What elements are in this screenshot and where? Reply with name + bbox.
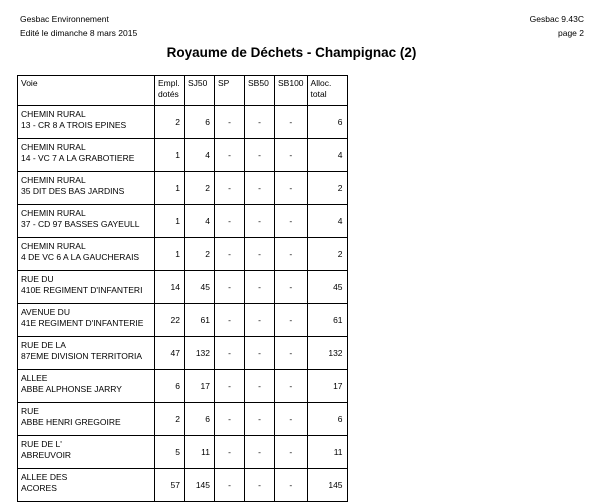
cell-voie: RUE DU 410E REGIMENT D'INFANTERI: [18, 271, 155, 304]
cell-empl: 22: [155, 304, 185, 337]
table-row: [18, 172, 348, 205]
cell-sb100: -: [275, 469, 308, 502]
cell-sb50: -: [245, 370, 275, 403]
cell-sb100: -: [275, 106, 308, 139]
table-row: [18, 139, 348, 172]
table-row: [18, 370, 348, 403]
column-header-sp: SP: [215, 76, 245, 106]
cell-sb100: -: [275, 436, 308, 469]
cell-empl: 2: [155, 403, 185, 436]
cell-sb50: -: [245, 271, 275, 304]
cell-sb50: -: [245, 304, 275, 337]
cell-sb100: -: [275, 271, 308, 304]
cell-sb100: -: [275, 370, 308, 403]
cell-sb50: -: [245, 436, 275, 469]
cell-sb100: -: [275, 403, 308, 436]
allocation-table: [17, 75, 348, 502]
cell-sj50: 2: [185, 238, 215, 271]
table-row: [18, 238, 348, 271]
cell-total: 6: [307, 106, 347, 139]
cell-total: 2: [307, 238, 347, 271]
cell-sp: -: [215, 238, 245, 271]
app-name: Gesbac Environnement: [20, 14, 109, 24]
column-header-sb50: SB50: [245, 76, 275, 106]
cell-sj50: 4: [185, 139, 215, 172]
cell-voie: CHEMIN RURAL 13 - CR 8 A TROIS EPINES: [18, 106, 155, 139]
cell-sp: -: [215, 172, 245, 205]
cell-voie: CHEMIN RURAL 37 - CD 97 BASSES GAYEULL: [18, 205, 155, 238]
cell-total: 132: [307, 337, 347, 370]
table-body: [18, 106, 348, 502]
cell-voie: RUE ABBE HENRI GREGOIRE: [18, 403, 155, 436]
table-row: [18, 403, 348, 436]
page-title: Royaume de Déchets - Champignac (2): [166, 45, 417, 60]
cell-sj50: 17: [185, 370, 215, 403]
cell-empl: 6: [155, 370, 185, 403]
cell-sj50: 132: [185, 337, 215, 370]
cell-sb50: -: [245, 469, 275, 502]
cell-total: 4: [307, 205, 347, 238]
cell-sj50: 4: [185, 205, 215, 238]
table-row: [18, 337, 348, 370]
cell-total: 17: [307, 370, 347, 403]
table-row: [18, 469, 348, 502]
cell-voie: CHEMIN RURAL 35 DIT DES BAS JARDINS: [18, 172, 155, 205]
cell-sp: -: [215, 469, 245, 502]
cell-sb50: -: [245, 403, 275, 436]
cell-sj50: 11: [185, 436, 215, 469]
cell-sb50: -: [245, 205, 275, 238]
cell-sp: -: [215, 370, 245, 403]
table-header-row: [18, 76, 348, 106]
cell-sb50: -: [245, 337, 275, 370]
page-number: page 2: [558, 28, 584, 38]
cell-sp: -: [215, 403, 245, 436]
cell-sb100: -: [275, 238, 308, 271]
cell-sj50: 6: [185, 403, 215, 436]
cell-sb50: -: [245, 238, 275, 271]
cell-sp: -: [215, 304, 245, 337]
cell-total: 45: [307, 271, 347, 304]
cell-empl: 47: [155, 337, 185, 370]
cell-voie: ALLEE ABBE ALPHONSE JARRY: [18, 370, 155, 403]
column-header-sb100: SB100: [275, 76, 308, 106]
cell-sj50: 2: [185, 172, 215, 205]
cell-total: 11: [307, 436, 347, 469]
app-version: Gesbac 9.43C: [529, 14, 584, 24]
cell-sb50: -: [245, 106, 275, 139]
cell-sb100: -: [275, 337, 308, 370]
table-row: [18, 304, 348, 337]
cell-voie: ALLEE DES ACORES: [18, 469, 155, 502]
table-row: [18, 436, 348, 469]
cell-total: 6: [307, 403, 347, 436]
edit-date: Edité le dimanche 8 mars 2015: [20, 28, 138, 38]
cell-voie: AVENUE DU 41E REGIMENT D'INFANTERIE: [18, 304, 155, 337]
cell-sb50: -: [245, 139, 275, 172]
cell-sp: -: [215, 106, 245, 139]
cell-sp: -: [215, 337, 245, 370]
cell-empl: 1: [155, 139, 185, 172]
table-row: [18, 271, 348, 304]
cell-sp: -: [215, 139, 245, 172]
cell-sj50: 45: [185, 271, 215, 304]
column-header-empl: Empl. dotés: [155, 76, 185, 106]
cell-empl: 1: [155, 172, 185, 205]
cell-sj50: 61: [185, 304, 215, 337]
column-header-total: Alloc. total: [307, 76, 347, 106]
cell-sb100: -: [275, 205, 308, 238]
cell-total: 145: [307, 469, 347, 502]
cell-sp: -: [215, 205, 245, 238]
cell-sj50: 6: [185, 106, 215, 139]
cell-sp: -: [215, 436, 245, 469]
cell-total: 61: [307, 304, 347, 337]
cell-empl: 1: [155, 238, 185, 271]
cell-sj50: 145: [185, 469, 215, 502]
cell-empl: 14: [155, 271, 185, 304]
cell-voie: CHEMIN RURAL 14 - VC 7 A LA GRABOTIERE: [18, 139, 155, 172]
cell-voie: RUE DE LA 87EME DIVISION TERRITORIA: [18, 337, 155, 370]
cell-voie: CHEMIN RURAL 4 DE VC 6 A LA GAUCHERAIS: [18, 238, 155, 271]
column-header-sj50: SJ50: [185, 76, 215, 106]
cell-empl: 2: [155, 106, 185, 139]
table-row: [18, 205, 348, 238]
cell-sb100: -: [275, 304, 308, 337]
cell-total: 2: [307, 172, 347, 205]
cell-empl: 1: [155, 205, 185, 238]
cell-empl: 5: [155, 436, 185, 469]
cell-sp: -: [215, 271, 245, 304]
table-row: [18, 106, 348, 139]
column-header-voie: Voie: [18, 76, 155, 106]
cell-sb100: -: [275, 139, 308, 172]
cell-empl: 57: [155, 469, 185, 502]
cell-sb100: -: [275, 172, 308, 205]
cell-voie: RUE DE L' ABREUVOIR: [18, 436, 155, 469]
cell-total: 4: [307, 139, 347, 172]
cell-sb50: -: [245, 172, 275, 205]
